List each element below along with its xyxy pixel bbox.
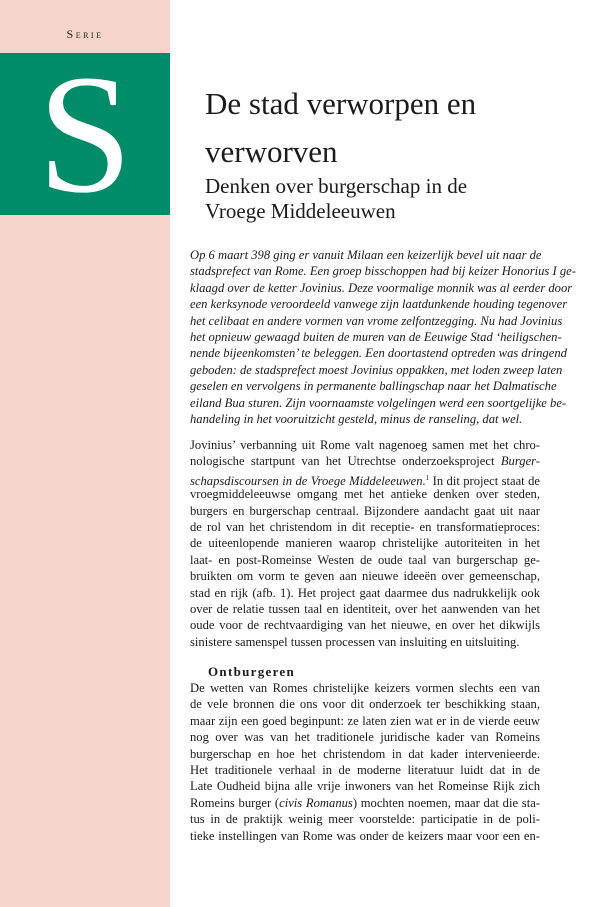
text-line: eiland Bua sturen. Zijn voornaamste volgelingen werd een soortgelijke be- xyxy=(190,395,567,410)
text-line: geselen en vervolgens in permanente ballingschap naar het Dalmatische xyxy=(190,379,557,394)
text-line: nende bijeenkomsten’ te beleggen. Een doortastend optreden was dringend xyxy=(190,346,567,361)
text-line: een kerksynode veroordeeld vanwege zijn laatdunkende houding tegenover xyxy=(190,297,568,312)
body-paragraph xyxy=(190,680,540,844)
text-line: het opnieuw gewaagd buiten de muren van de Eeuwige Stad ‘heiligschen- xyxy=(190,329,562,344)
text-line xyxy=(190,453,540,469)
text-span: In dit project staat de xyxy=(429,473,540,488)
section-heading: Ontburgeren xyxy=(208,664,296,679)
text-line: Jovinius’ verbanning uit Rome valt nagenoeg samen met het chro- xyxy=(190,438,540,452)
latin-term: civis Romanus xyxy=(279,795,353,810)
text-line xyxy=(190,470,540,486)
text-line: de uiteenlopende manieren waarop christelijke autoriteiten in het xyxy=(190,536,540,551)
title-line: De stad verworpen en xyxy=(205,86,477,121)
text-line: tus in de praktijk weinig meer voorstelde: participatie in de poli- xyxy=(190,812,540,827)
body-paragraph xyxy=(190,437,540,650)
text-line: de vele bronnen die ons voor dit onderzoek ter beschikking staan, xyxy=(190,697,540,712)
project-title: schapsdiscoursen in de Vroege Middeleeuwen. xyxy=(190,473,426,488)
text-line: het celibaat en andere vormen van vrome zelfontzegging. Nu had Jovinius xyxy=(190,313,563,328)
text-line: handeling in het vooruitzicht gesteld, minus de ranseling, dat wel. xyxy=(190,411,523,426)
subtitle-line: Vroege Middeleeuwen xyxy=(205,199,396,223)
subtitle-line: Denken over burgerschap in de xyxy=(205,174,468,198)
text-line: De wetten van Romes christelijke keizers vormen slechts een van xyxy=(190,681,540,695)
footnote-ref[interactable]: 1 xyxy=(425,473,430,482)
text-line: Late Oudheid bijna alle vrije inwoners van het Romeinse Rijk zich xyxy=(190,779,540,794)
text-line: over de relatie tussen taal en identiteit, over het aanwenden van het xyxy=(190,601,540,616)
text-line: klaagd over de ketter Jovinius. Deze voormalige monnik was al eerder door xyxy=(190,280,573,295)
text-line: maar zijn een goed beginpunt: ze laten zien wat er in de vierde eeuw xyxy=(190,713,540,728)
text-line: oude voor de rechtvaardiging van het nieuwe, en over het dikwijls xyxy=(190,618,540,633)
text-line: sinistere samenspel tussen processen van insluiting en uitsluiting. xyxy=(190,634,520,649)
series-badge xyxy=(0,40,170,228)
intro-paragraph xyxy=(190,247,576,427)
text-line: tieke instellingen van Rome was onder de keizers maar voor een en- xyxy=(190,828,540,843)
title-line: verworven xyxy=(205,134,338,169)
text-line: bruikten om vorm te geven aan nieuwe ideeën over gemeenschap, xyxy=(190,569,540,584)
project-title: Burger- xyxy=(500,454,540,469)
text-line: vroegmiddeleeuwse omgang met het antieke denken over steden, xyxy=(190,487,540,502)
text-line: burgerschap en hoe het christendom in dat kader intervenieerde. xyxy=(190,746,540,761)
badge-letter: S xyxy=(37,40,133,228)
text-span: Romeins burger ( xyxy=(190,795,280,810)
text-line: geboden: de stadsprefect moest Jovinius oppakken, met loden zweep laten xyxy=(190,362,563,377)
text-line: Op 6 maart 398 ging er vanuit Milaan een keizerlijk bevel uit naar de xyxy=(190,248,542,262)
text-line: laat- en post-Romeinse Westen de oude taal van burgerschap ge- xyxy=(190,552,540,567)
article-subtitle xyxy=(205,174,535,224)
text-line: burgers en burgerschap centraal. Bijzondere aandacht gaat uit naar xyxy=(190,503,540,518)
series-label: Serie xyxy=(66,27,104,41)
sidebar xyxy=(0,0,170,907)
text-line: stad en rijk (afb. 1). Het project gaat daarmee dus nadrukkelijk ook xyxy=(190,585,540,600)
text-span: nologische startpunt van het Utrechtse onderzoeksproject xyxy=(190,454,501,469)
text-line: Het traditionele verhaal in de moderne literatuur luidt dat in de xyxy=(190,762,540,777)
text-line: stadsprefect van Rome. Een groep bisschoppen had bij keizer Honorius I ge- xyxy=(190,264,576,279)
article-title xyxy=(205,80,535,176)
text-line: nog over was van het traditionele juridische kader van Romeins xyxy=(190,730,540,745)
text-line xyxy=(190,795,540,811)
text-line: de rol van het christendom in dit receptie- en transformatieproces: xyxy=(190,519,540,534)
text-span: ) mochten noemen, maar dat die sta- xyxy=(352,795,540,810)
